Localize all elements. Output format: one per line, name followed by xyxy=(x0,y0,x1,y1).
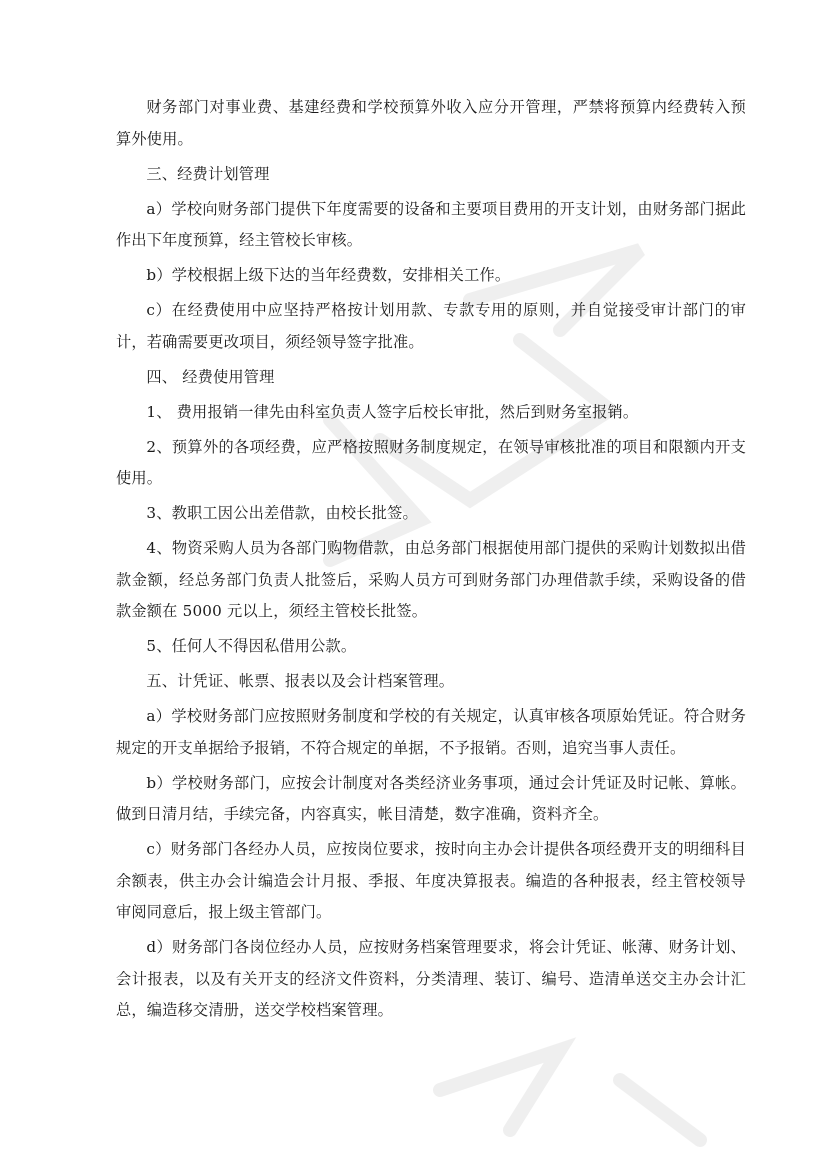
paragraph: 财务部门对事业费、基建经费和学校预算外收入应分开管理，严禁将预算内经费转入预算外使用。 xyxy=(116,98,746,148)
paragraph: c）在经费使用中应坚持严格按计划用款、专款专用的原则，并自觉接受审计部门的审计，若确需要更改项目，须经领导签字批准。 xyxy=(116,301,746,351)
paragraph: c）财务部门各经办人员，应按岗位要求，按时向主办会计提供各项经费开支的明细科目余额表，供主办会计编造会计月报、季报、年度决算报表。编造的各种报表，经主管校领导审阅同意后，报上级主管部门。 xyxy=(116,840,746,921)
paragraph: d）财务部门各岗位经办人员，应按财务档案管理要求，将会计凭证、帐薄、财务计划、会计报表，以及有关开支的经济文件资料，分类清理、装订、编号、造清单送交主办会计汇总，编造移交清册，送交学校档案管理。 xyxy=(116,938,746,1019)
paragraph: b）学校财务部门，应按会计制度对各类经济业务事项，通过会计凭证及时记帐、算帐。做到日清月结，手续完备，内容真实，帐目清楚，数字准确，资料齐全。 xyxy=(116,773,746,823)
section-heading: 三、经费计划管理 xyxy=(146,164,270,183)
paragraph: 5、任何人不得因私借用公款。 xyxy=(146,637,357,655)
paragraph: 1、 费用报销一律先由科室负责人签字后校长审批，然后到财务室报销。 xyxy=(146,402,639,421)
paragraph: 2、预算外的各项经费，应严格按照财务制度规定，在领导审核批准的项目和限额内开支使用。 xyxy=(116,437,746,487)
paragraph: a）学校财务部门应按照财务制度和学校的有关规定，认真审核各项原始凭证。符合财务规定的开支单据给予报销，不符合规定的单据，不予报销。否则，追究当事人责任。 xyxy=(116,707,746,757)
section-heading: 四、 经费使用管理 xyxy=(146,367,275,386)
paragraph: 3、教职工因公出差借款，由校长批签。 xyxy=(146,504,418,522)
paragraph: 4、物资采购人员为各部门购物借款，由总务部门根据使用部门提供的采购计划数拟出借款金额，经总务部门负责人批签后，采购人员方可到财务部门办理借款手续，采购设备的借款金额在 5000 元以上，须经主管校长批签。 xyxy=(116,539,746,620)
paragraph: a）学校向财务部门提供下年度需要的设备和主要项目费用的开支计划，由财务部门据此作出下年度预算，经主管校长审核。 xyxy=(116,199,746,249)
document-body xyxy=(116,92,746,1030)
paragraph: b）学校根据上级下达的当年经费数，安排相关工作。 xyxy=(146,266,511,284)
section-heading: 五、计凭证、帐票、报表以及会计档案管理。 xyxy=(146,672,455,690)
